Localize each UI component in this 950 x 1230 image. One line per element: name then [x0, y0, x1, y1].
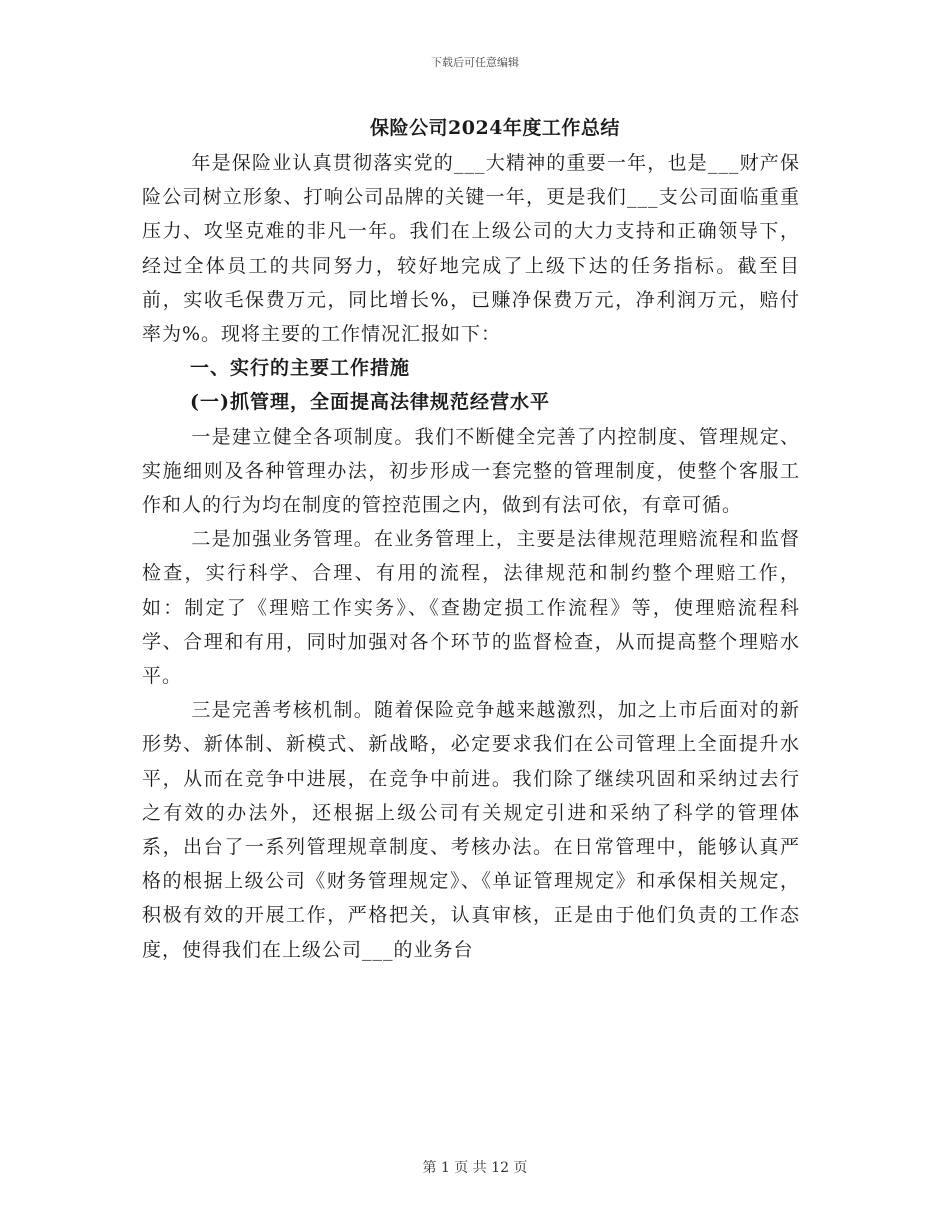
header-note: 下载后可任意编辑: [431, 56, 519, 69]
intro-paragraph: 年是保险业认真贯彻落实党的___大精神的重要一年，也是___财产保险公司树立形象、打响公司品牌的关键一年，更是我们___支公司面临重重压力、攻坚克难的非凡一年。我们在上级公司的大力支持和正确领导下，经过全体员工的共同努力，较好地完成了上级下达的任务指标。截至目前，实收毛保费万元，同比增长%，已赚净保费万元，净利润万元，赔付率为%。现将主要的工作情况汇报如下：: [142, 152, 800, 346]
paragraph-3: 三是完善考核机制。随着保险竞争越来越激烈，加之上市后面对的新形势、新体制、新模式、新战略，必定要求我们在公司管理上全面提升水平，从而在竞争中进展，在竞争中前进。我们除了继续巩固和采纳过去行之有效的办法外，还根据上级公司有关规定引进和采纳了科学的管理体系，出台了一系列管理规章制度、考核办法。在日常管理中，能够认真严格的根据上级公司《财务管理规定》、《单证管理规定》和承保相关规定，积极有效的开展工作，严格把关，认真审核，正是由于他们负责的工作态度，使得我们在上级公司___的业务台: [142, 699, 800, 961]
document-body: [142, 146, 800, 967]
page-number-footer: 第 1 页 共 12 页: [422, 1160, 528, 1176]
paragraph-1: 一是建立健全各项制度。我们不断健全完善了内控制度、管理规定、实施细则及各种管理办法，初步形成一套完整的管理制度，使整个客服工作和人的行为均在制度的管控范围之内，做到有法可依，有章可循。: [142, 425, 800, 517]
document-title: 保险公司2024年度工作总结: [370, 117, 620, 139]
subsection-heading: (一)抓管理，全面提高法律规范经营水平: [190, 391, 550, 414]
section-heading: 一、实行的主要工作措施: [190, 357, 411, 380]
paragraph-2: 二是加强业务管理。在业务管理上，主要是法律规范理赔流程和监督检查，实行科学、合理、有用的流程，法律规范和制约整个理赔工作，如：制定了《理赔工作实务》、《查勘定损工作流程》等，使理赔流程科学、合理和有用，同时加强对各个环节的监督检查，从而提高整个理赔水平。: [142, 528, 800, 688]
